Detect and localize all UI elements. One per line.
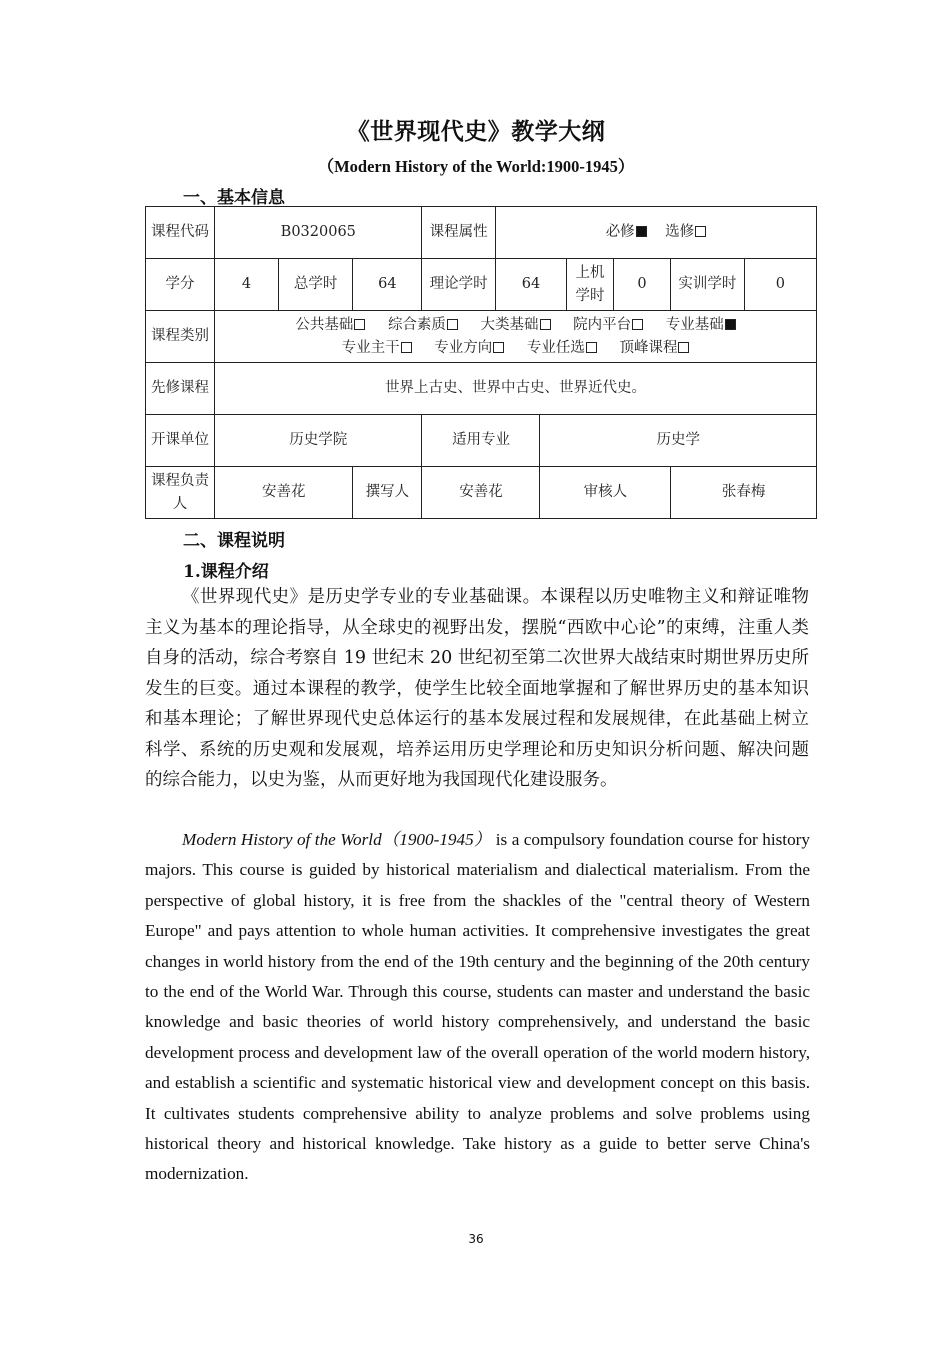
total-hours-label: 总学时: [278, 259, 352, 311]
credits-label: 学分: [146, 259, 215, 311]
intro-paragraph-chinese: 《世界现代史》是历史学专业的专业基础课。本课程以历史唯物主义和辩证唯物主义为基本的理论指导，从全球史的视野出发，摆脱“西欧中心论”的束缚，注重人类自身的活动，综合考察自 19 世纪末 20 世纪初至第二次世界大战结束时期世界历史所发生的巨变。通过本课程的教学，使学生比较全面地掌握和了解世界历史的基本知识和基本理论；了解世界现代史总体运行的基本发展过程和发展规律，在此基础上树立科学、系统的历史观和发展观，培养运用历史学理论和历史知识分析问题、解决问题的综合能力，以史为鉴，从而更好地为我国现代化建设服务。: [145, 587, 809, 790]
checked-box-icon: [636, 226, 647, 237]
category-line-2: [217, 337, 814, 360]
writer-value: 安善花: [422, 467, 540, 519]
table-row: [146, 467, 817, 519]
section-heading-course-description: 二、课程说明: [183, 531, 285, 551]
owner-value: 安善花: [215, 467, 353, 519]
prereq-value: 世界上古史、世界中古史、世界近代史。: [215, 363, 817, 415]
major-label: 适用专业: [422, 415, 540, 467]
document-subtitle: （Modern History of the World:1900-1945）: [317, 157, 635, 176]
category-option: 院内平台: [573, 317, 643, 333]
unchecked-box-icon: [447, 319, 458, 330]
elective-option: 选修: [665, 224, 706, 240]
required-option: 必修: [606, 224, 647, 240]
unchecked-box-icon: [586, 342, 597, 353]
practice-hours-value: 0: [744, 259, 816, 311]
credits-value: 4: [215, 259, 279, 311]
major-value: 历史学: [540, 415, 817, 467]
english-course-title: Modern History of the World（1900-1945）: [182, 830, 492, 849]
category-option: 专业主干: [342, 340, 412, 356]
category-label: 课程类别: [146, 311, 215, 363]
unchecked-box-icon: [695, 226, 706, 237]
category-option: 综合素质: [388, 317, 458, 333]
unchecked-box-icon: [401, 342, 412, 353]
category-option: 专业任选: [527, 340, 597, 356]
dept-label: 开课单位: [146, 415, 215, 467]
table-row: [146, 259, 817, 311]
table-row: [146, 311, 817, 363]
theory-hours-value: 64: [495, 259, 566, 311]
total-hours-value: 64: [353, 259, 422, 311]
unchecked-box-icon: [632, 319, 643, 330]
document-title: 《世界现代史》教学大纲: [346, 119, 606, 145]
category-option: 专业方向: [434, 340, 504, 356]
course-code-label: 课程代码: [146, 207, 215, 259]
prereq-label: 先修课程: [146, 363, 215, 415]
page-number: 36: [468, 1232, 484, 1246]
category-options: [215, 311, 817, 363]
reviewer-label: 审核人: [540, 467, 671, 519]
computer-hours-label: 上机学时: [567, 259, 614, 311]
subsection-heading-course-intro: 1.课程介绍: [183, 562, 269, 582]
theory-hours-label: 理论学时: [422, 259, 495, 311]
table-row: [146, 363, 817, 415]
table-row: [146, 207, 817, 259]
intro-paragraph-english: [145, 825, 810, 1190]
dept-value: 历史学院: [215, 415, 422, 467]
section-heading-basic-info: 一、基本信息: [183, 188, 285, 208]
course-info-table: [145, 206, 817, 519]
course-attr-value: [495, 207, 816, 259]
unchecked-box-icon: [678, 342, 689, 353]
course-code-value: B0320065: [215, 207, 422, 259]
category-option: 专业基础: [666, 317, 736, 333]
category-option: 大类基础: [481, 317, 551, 333]
english-intro-body: is a compulsory foundation course for history majors. This course is guided by historical materialism and dialectical materialism. From the perspective of global history, it is free from the shackles of the "central theory of Western Europe" and pays attention to whole human activities. It comprehensive investigates the great changes in world history from the end of the 19th century and the beginning of the 20th century to the end of the World War. Through this course, students can master and understand the basic knowledge and basic theories of world history comprehensively, and understand the basic development process and development law of the overall operation of the world modern history, and establish a scientific and systematic historical view and development concept on this basis. It cultivates students comprehensive ability to analyze problems and solve problems using historical theory and historical knowledge. Take history as a guide to better serve China's modernization.: [145, 830, 810, 1184]
unchecked-box-icon: [540, 319, 551, 330]
course-attr-label: 课程属性: [422, 207, 495, 259]
category-option: 公共基础: [295, 317, 365, 333]
reviewer-value: 张春梅: [671, 467, 817, 519]
checked-box-icon: [725, 319, 736, 330]
table-row: [146, 415, 817, 467]
category-line-1: [217, 314, 814, 337]
unchecked-box-icon: [493, 342, 504, 353]
writer-label: 撰写人: [353, 467, 422, 519]
category-option: 顶峰课程: [619, 340, 689, 356]
owner-label: 课程负责人: [146, 467, 215, 519]
unchecked-box-icon: [354, 319, 365, 330]
computer-hours-value: 0: [613, 259, 670, 311]
practice-hours-label: 实训学时: [671, 259, 744, 311]
